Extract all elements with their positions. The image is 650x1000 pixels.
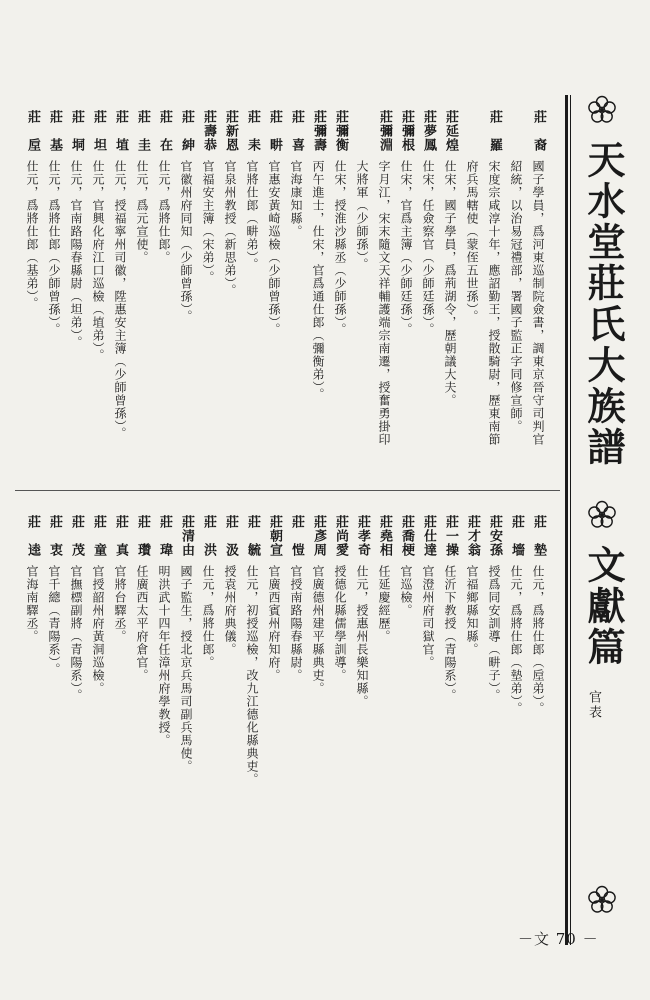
official-entry	[374, 110, 394, 485]
official-name: 莊 汲	[223, 515, 238, 557]
official-entry	[44, 110, 64, 485]
official-record: 宋度宗咸淳十年，應詔勤王，授散騎尉，歷東南節	[487, 160, 501, 446]
book-title: 天水堂莊氏大族譜	[581, 140, 626, 468]
official-entry	[132, 110, 152, 485]
official-entry	[484, 110, 504, 485]
official-record: 仕元，授惠州長樂知縣。	[355, 565, 369, 708]
plum-blossom-icon	[587, 885, 617, 915]
official-entry	[22, 110, 42, 485]
official-record: 仕元，爲元宣使。	[135, 160, 149, 264]
official-entry	[352, 110, 372, 535]
official-name: 莊 耒	[245, 110, 260, 152]
official-name: 莊喬梗	[399, 515, 414, 557]
official-entry	[220, 110, 240, 485]
official-name: 莊 愷	[289, 515, 304, 557]
official-name: 莊朝宣	[267, 515, 282, 557]
official-record: 仕宋，國子學員，爲荊湖令，歷朝議大夫。	[443, 160, 457, 407]
official-entry	[88, 110, 108, 485]
official-record: 大將軍（少師孫）。	[355, 160, 369, 271]
official-entry	[396, 110, 416, 485]
official-entry	[44, 515, 64, 940]
official-name: 莊堯相	[377, 515, 392, 557]
plum-blossom-icon	[587, 500, 617, 530]
official-name: 莊彌壽	[311, 110, 326, 152]
official-entry	[528, 515, 548, 940]
official-entry	[352, 515, 372, 940]
official-name: 莊才翁	[465, 515, 480, 557]
official-entry	[154, 110, 174, 485]
official-name: 莊 垌	[69, 110, 84, 152]
official-entry	[418, 515, 438, 940]
official-name: 莊一操	[443, 515, 458, 557]
official-entry	[22, 515, 42, 940]
official-entry	[66, 110, 86, 485]
official-entry	[308, 515, 328, 940]
official-record: 官千總（青陽系）。	[47, 565, 61, 676]
official-name: 莊 在	[157, 110, 172, 152]
official-record: 國子監生，授北京兵馬司副兵馬使。	[179, 565, 193, 773]
official-record: 仕元，官南路陽春縣尉（坦弟）。	[69, 160, 83, 349]
official-name: 莊彌淵	[377, 110, 392, 152]
official-name: 莊尚愛	[333, 515, 348, 557]
official-entry	[242, 110, 262, 485]
official-record: 任沂下教授（青陽系）。	[443, 565, 457, 702]
official-record: 府兵馬轄使（蒙侄五世孫）。	[465, 160, 479, 323]
official-entry	[440, 110, 460, 485]
official-entry	[418, 110, 438, 485]
official-entry	[264, 110, 284, 485]
official-name: 莊 茂	[69, 515, 84, 557]
official-name: 莊 衷	[47, 515, 62, 557]
official-name: 莊 喜	[289, 110, 304, 152]
official-record: 仕元，爲將仕郎。	[157, 160, 171, 264]
official-record: 官授南路陽春縣尉。	[289, 565, 303, 682]
official-entry	[440, 515, 460, 940]
title-banner	[578, 95, 628, 945]
official-name: 莊延煌	[443, 110, 458, 152]
official-record: 任延慶經歷。	[377, 565, 391, 643]
official-entry	[286, 515, 306, 940]
official-entry	[484, 515, 504, 940]
official-record: 仕元，官興化府江口巡檢（埴弟）。	[91, 160, 105, 362]
official-record: 授袁州府典儀。	[223, 565, 237, 656]
official-record: 仕元，授福寧州司徽，陞惠安主簿（少師曾孫）。	[113, 160, 127, 440]
official-record: 紹統，以治易冠禮部，署國子監正字同修宣師。	[509, 160, 523, 433]
official-name: 莊仕達	[421, 515, 436, 557]
official-record: 國子學員，爲河東巡制院僉書，調東京晉守司判官	[531, 160, 545, 446]
official-entry	[220, 515, 240, 940]
official-entry	[88, 515, 108, 940]
official-record: 仕宋，任僉察官（少師廷孫）。	[421, 160, 435, 336]
banner-border-thick	[565, 95, 568, 945]
official-record: 官廣德州建平縣典吏。	[311, 565, 325, 695]
official-entry	[462, 515, 482, 940]
official-name: 莊 紳	[179, 110, 194, 152]
official-record: 官惠安黃崎巡檢（少師曾孫）。	[267, 160, 281, 336]
official-name: 莊孝奇	[355, 515, 370, 557]
official-name: 莊夢鳳	[421, 110, 436, 152]
page-number: －文 70 －	[518, 930, 599, 948]
official-record: 官澄州府司獄官。	[421, 565, 435, 669]
official-record: 官巡檢。	[399, 565, 413, 617]
official-record: 仕元，爲將仕郎（基弟）。	[25, 160, 39, 310]
banner-border-thin	[570, 95, 571, 945]
official-name: 莊 羅	[487, 110, 502, 152]
section-divider	[15, 490, 560, 491]
official-record: 仕元，爲將仕郎。	[201, 565, 215, 669]
subsection-note: 官表	[586, 690, 601, 720]
official-record: 官海康知縣。	[289, 160, 303, 238]
official-entry	[506, 110, 526, 535]
official-record: 仕元，爲將仕郎（垕弟）。	[531, 565, 545, 715]
official-entry	[286, 110, 306, 485]
official-entry	[330, 110, 350, 485]
official-entry	[330, 515, 350, 940]
official-name: 莊彥周	[311, 515, 326, 557]
official-record: 任廣西太平府倉官。	[135, 565, 149, 682]
official-name: 莊 坦	[91, 110, 106, 152]
official-entry	[154, 515, 174, 940]
official-entry	[110, 515, 130, 940]
official-entry	[198, 515, 218, 940]
official-record: 官福安主簿（宋弟）。	[201, 160, 215, 284]
official-name: 莊 真	[113, 515, 128, 557]
official-entry	[462, 110, 482, 535]
official-name: 莊 圭	[135, 110, 150, 152]
official-record: 官將台驛丞。	[113, 565, 127, 643]
official-list-top	[0, 110, 560, 485]
official-record: 字月江，宋末隨文天祥輔護端宗南遷，授奮勇掛印	[377, 160, 391, 446]
official-name: 莊 童	[91, 515, 106, 557]
official-name: 莊彌根	[399, 110, 414, 152]
official-record: 官福鄉縣知縣。	[465, 565, 479, 656]
official-name: 莊 基	[47, 110, 62, 152]
official-name: 莊 裔	[531, 110, 546, 152]
official-entry	[396, 515, 416, 940]
official-entry	[308, 110, 328, 485]
official-name: 莊 墊	[531, 515, 546, 557]
section-title: 文獻篇	[581, 545, 626, 668]
official-record: 官泉州教授（新思弟）。	[223, 160, 237, 297]
official-record: 丙午進士，仕宋，官爲通仕郎（彌衡弟）。	[311, 160, 325, 401]
official-record: 官徽州府同知（少師曾孫）。	[179, 160, 193, 323]
official-entry	[176, 110, 196, 485]
official-entry	[528, 110, 548, 485]
official-name: 莊清由	[179, 515, 194, 557]
official-name: 莊 墻	[509, 515, 524, 557]
official-record: 仕元，爲將仕郎（墊弟）。	[509, 565, 523, 715]
official-name: 莊 逵	[25, 515, 40, 557]
official-record: 官海南驛丞。	[25, 565, 39, 643]
official-name: 莊 畊	[267, 110, 282, 152]
official-name: 莊 洪	[201, 515, 216, 557]
official-name: 莊安孫	[487, 515, 502, 557]
official-entry	[506, 515, 526, 940]
official-list-bottom	[0, 515, 560, 940]
official-name: 莊彌衡	[333, 110, 348, 152]
official-name: 莊 垕	[25, 110, 40, 152]
official-record: 授德化縣儒學訓導。	[333, 565, 347, 682]
official-name: 莊 瑋	[157, 515, 172, 557]
official-entry	[198, 110, 218, 485]
official-name: 莊 瓚	[135, 515, 150, 557]
official-record: 授爲同安訓導（畊子）。	[487, 565, 501, 702]
official-name: 莊壽恭	[201, 110, 216, 152]
official-entry	[374, 515, 394, 940]
official-record: 明洪武十四年任漳州府學教授。	[157, 565, 171, 747]
official-entry	[110, 110, 130, 485]
official-record: 官授韶州府黃洞巡檢。	[91, 565, 105, 695]
official-entry	[176, 515, 196, 940]
official-entry	[264, 515, 284, 940]
official-record: 仕元，爲將仕郎（少師曾孫）。	[47, 160, 61, 336]
official-name: 莊新恩	[223, 110, 238, 152]
official-record: 官將仕郎（畊弟）。	[245, 160, 259, 271]
official-entry	[66, 515, 86, 940]
official-record: 仕宋，授淮沙縣丞（少師孫）。	[333, 160, 347, 336]
official-record: 仕元，初授巡檢，改九江德化縣典吏。	[245, 565, 259, 786]
official-name: 莊 毓	[245, 515, 260, 557]
official-entry	[132, 515, 152, 940]
official-record: 官廣西賓州府知府。	[267, 565, 281, 682]
official-record: 仕宋，官爲主簿（少師廷孫）。	[399, 160, 413, 336]
official-record: 官撫標副將（青陽系）。	[69, 565, 83, 702]
plum-blossom-icon	[587, 95, 617, 125]
official-entry	[242, 515, 262, 940]
official-name: 莊 埴	[113, 110, 128, 152]
